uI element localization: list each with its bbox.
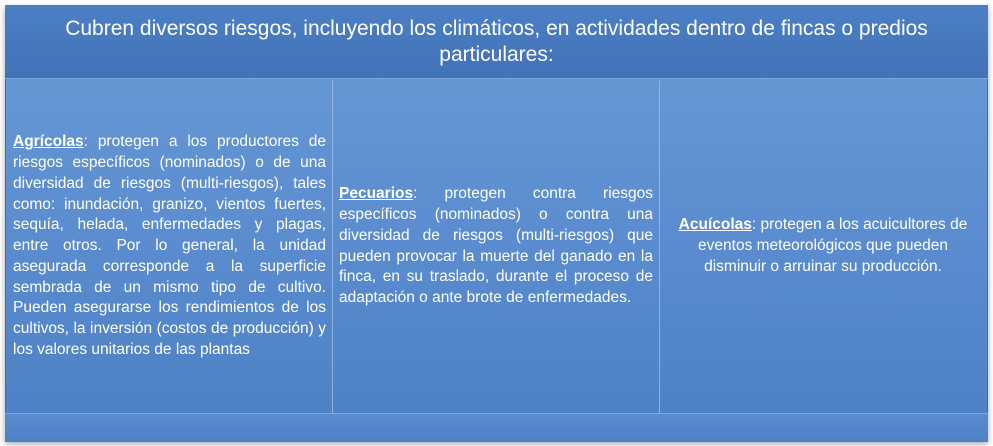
description-agricolas: : protegen a los productores de riesgos específicos (nominados) o de una diversidad de riesgos (multi-riesgos), tales como: inundación, granizo, vientos fuertes, sequía, helada, enfermedades y plagas, entre otros. Por lo general, la unidad asegurada corresponde a la superficie sembrada de un mismo tipo de cultivo. Pueden asegurarse los rendimientos de los cultivos, la inversión (costos de producción) y los valores unitarios de las plantas (13, 133, 326, 359)
term-agricolas: Agrícolas (13, 133, 84, 151)
header-title: Cubren diversos riesgos, incluyendo los climáticos, en actividades dentro de fincas o predios particulares: (5, 5, 988, 79)
diagram-frame (5, 5, 988, 441)
description-pecuarios: : protegen contra riesgos específicos (nominados) o contra una diversidad de riesgos (multi-riesgos) que pueden provocar la muerte del ganado en la finca, en su traslado, durante el proceso de adaptación o ante brote de enfermedades. (339, 185, 653, 307)
column-pecuarios (333, 80, 660, 413)
column-agricolas (5, 80, 333, 413)
column-acuicolas (660, 80, 988, 413)
description-acuicolas: : protegen a los acuicultores de eventos meteorológicos que pueden disminuir o arruinar su producción. (698, 216, 968, 275)
term-pecuarios: Pecuarios (339, 185, 414, 203)
columns-container (5, 80, 988, 413)
term-acuicolas: Acuícolas (678, 216, 752, 234)
column-pecuarios-text (339, 184, 653, 309)
column-acuicolas-text (672, 215, 974, 277)
footer-band (5, 413, 988, 442)
column-agricolas-text (13, 132, 326, 361)
